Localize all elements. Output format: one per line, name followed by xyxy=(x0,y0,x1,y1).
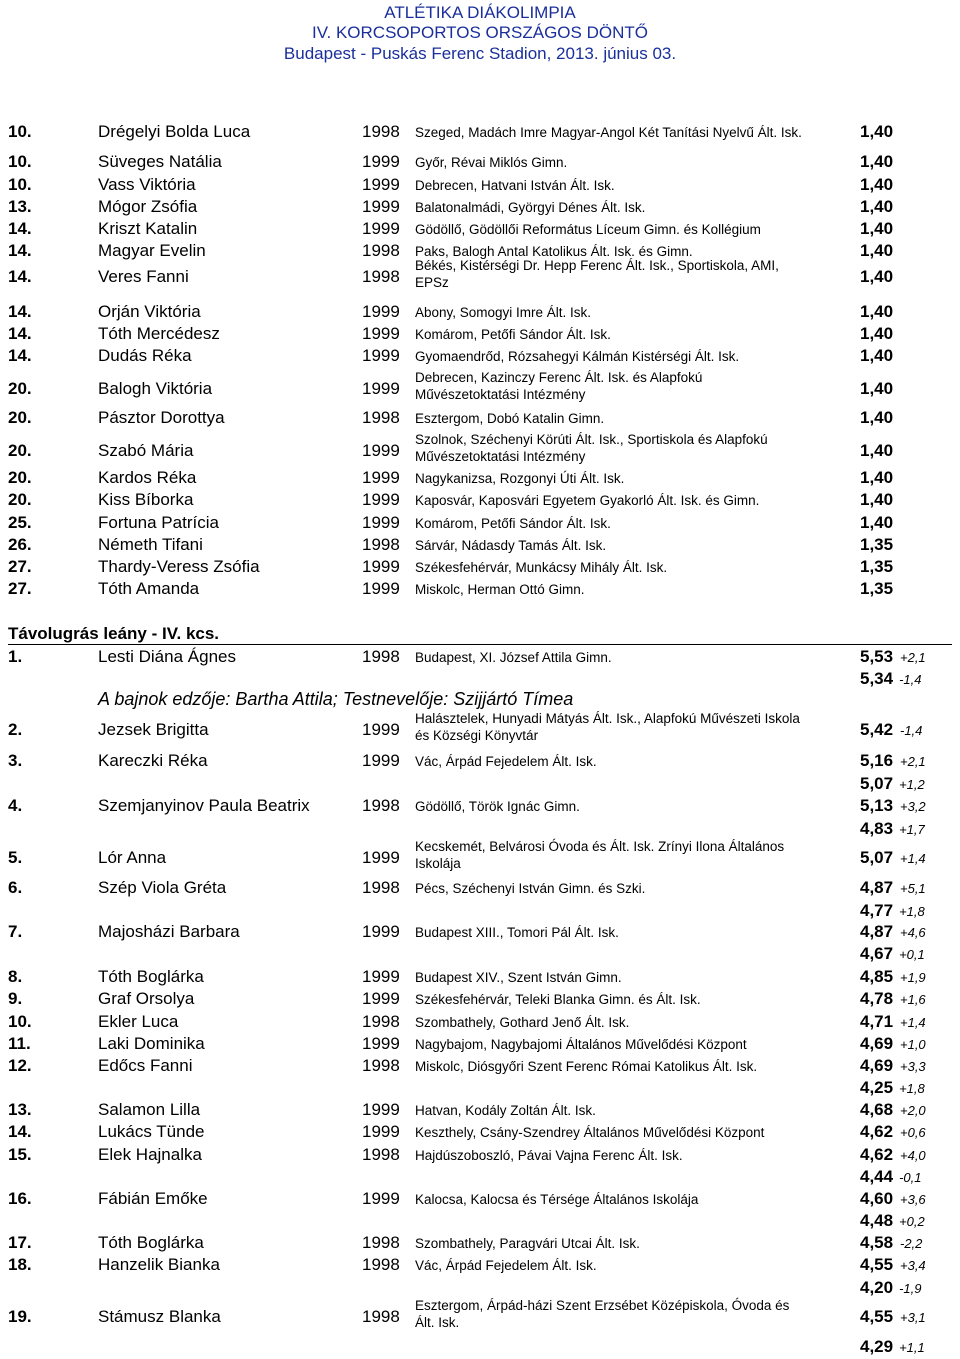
school-cell: Budapest XIV., Szent István Gimn. xyxy=(415,970,622,985)
extra-wind: +1,8 xyxy=(899,904,925,919)
name-cell: Dudás Réka xyxy=(98,346,192,365)
rank-cell: 26. xyxy=(8,535,32,554)
result-row xyxy=(0,1056,960,1078)
wind-cell: -2,2 xyxy=(900,1236,923,1251)
result-row xyxy=(0,878,960,900)
extra-attempt xyxy=(860,1337,925,1357)
result-cell: 4,60 xyxy=(860,1189,894,1208)
school-cell: Békés, Kistérségi Dr. Hepp Ferenc Ált. Isk., Sportiskola, AMI, EPSz xyxy=(415,258,779,290)
rank-cell: 16. xyxy=(8,1189,32,1208)
result-row xyxy=(0,796,960,818)
extra-attempt xyxy=(860,1278,922,1298)
school-cell: Vác, Árpád Fejedelem Ált. Isk. xyxy=(415,754,597,769)
result-cell: 4,69 xyxy=(860,1056,894,1075)
wind-cell: +3,1 xyxy=(900,1310,926,1325)
result-row xyxy=(0,197,960,219)
rank-cell: 2. xyxy=(8,720,23,739)
school-cell: Nagykanizsa, Rozgonyi Úti Ált. Isk. xyxy=(415,471,625,486)
school-cell: Hatvan, Kodály Zoltán Ált. Isk. xyxy=(415,1103,596,1118)
year-cell: 1998 xyxy=(362,647,400,666)
result-cell: 1,35 xyxy=(860,535,894,554)
school-cell: Szolnok, Széchenyi Körúti Ált. Isk., Sportiskola és Alapfokú Művészetoktatási Intézmény xyxy=(415,432,768,464)
result-row xyxy=(0,408,960,430)
result-cell: 4,62 xyxy=(860,1145,894,1164)
school-cell: Szeged, Madách Imre Magyar-Angol Két Tanítási Nyelvű Ált. Isk. xyxy=(415,125,802,140)
extra-attempt xyxy=(860,669,922,689)
year-cell: 1999 xyxy=(362,197,400,216)
result-row xyxy=(0,1189,960,1211)
name-cell: Vass Viktória xyxy=(98,175,196,194)
rank-cell: 6. xyxy=(8,878,23,897)
result-cell: 5,42 xyxy=(860,720,894,739)
name-cell: Ekler Luca xyxy=(98,1012,179,1031)
result-row xyxy=(0,1012,960,1034)
result-cell: 1,40 xyxy=(860,219,894,238)
year-cell: 1999 xyxy=(362,848,400,867)
rank-cell: 19. xyxy=(8,1307,32,1326)
result-cell: 4,87 xyxy=(860,878,894,897)
result-cell: 1,40 xyxy=(860,324,894,343)
year-cell: 1999 xyxy=(362,1122,400,1141)
school-cell: Debrecen, Kazinczy Ferenc Ált. Isk. és Alapfokú Művészetoktatási Intézmény xyxy=(415,370,703,402)
result-row xyxy=(0,1122,960,1144)
extra-result: 5,07 xyxy=(860,774,894,793)
year-cell: 1998 xyxy=(362,796,400,815)
result-row xyxy=(0,432,960,464)
school-cell: Esztergom, Dobó Katalin Gimn. xyxy=(415,411,605,426)
rank-cell: 14. xyxy=(8,302,32,321)
name-cell: Orján Viktória xyxy=(98,302,201,321)
name-cell: Tóth Boglárka xyxy=(98,1233,204,1252)
school-cell: Kecskemét, Belvárosi Óvoda és Ált. Isk. Zrínyi Ilona Általános Iskolája xyxy=(415,839,785,871)
result-cell: 4,55 xyxy=(860,1255,894,1274)
year-cell: 1999 xyxy=(362,1100,400,1119)
name-cell: Magyar Evelin xyxy=(98,241,206,260)
year-cell: 1999 xyxy=(362,922,400,941)
name-cell: Jezsek Brigitta xyxy=(98,720,209,739)
extra-result: 4,48 xyxy=(860,1211,894,1230)
result-cell: 4,69 xyxy=(860,1034,894,1053)
year-cell: 1999 xyxy=(362,346,400,365)
name-cell: Veres Fanni xyxy=(98,267,189,286)
coach-note: A bajnok edzője: Bartha Attila; Testnevelője: Szijjártó Tímea xyxy=(98,689,574,709)
school-cell: Kaposvár, Kaposvári Egyetem Gyakorló Ált. Isk. és Gimn. xyxy=(415,493,760,508)
rank-cell: 27. xyxy=(8,579,32,598)
name-cell: Tóth Mercédesz xyxy=(98,324,220,343)
school-cell: Halásztelek, Hunyadi Mátyás Ált. Isk., Alapfokú Művészeti Iskola és Községi Könyvtár xyxy=(415,711,800,743)
result-row xyxy=(0,468,960,490)
school-cell: Nagybajom, Nagybajomi Általános Művelődési Központ xyxy=(415,1037,747,1052)
result-cell: 1,40 xyxy=(860,267,894,286)
year-cell: 1998 xyxy=(362,1145,400,1164)
result-row xyxy=(0,989,960,1011)
wind-cell: +1,9 xyxy=(900,970,926,985)
school-cell: Esztergom, Árpád-házi Szent Erzsébet Középiskola, Óvoda és Ált. Isk. xyxy=(415,1298,790,1330)
school-cell: Szombathely, Paragvári Utcai Ált. Isk. xyxy=(415,1236,640,1251)
school-cell: Debrecen, Hatvani István Ált. Isk. xyxy=(415,178,615,193)
result-row xyxy=(0,557,960,579)
extra-result: 4,25 xyxy=(860,1078,894,1097)
result-row xyxy=(0,967,960,989)
result-cell: 4,71 xyxy=(860,1012,894,1031)
rank-cell: 14. xyxy=(8,241,32,260)
wind-cell: +4,6 xyxy=(900,925,926,940)
result-cell: 1,40 xyxy=(860,408,894,427)
school-cell: Miskolc, Herman Ottó Gimn. xyxy=(415,582,585,597)
name-cell: Hanzelik Bianka xyxy=(98,1255,220,1274)
result-row xyxy=(0,346,960,368)
extra-attempt xyxy=(860,774,925,794)
result-cell: 4,87 xyxy=(860,922,894,941)
result-row xyxy=(0,175,960,197)
year-cell: 1998 xyxy=(362,1307,400,1326)
extra-result: 4,83 xyxy=(860,819,894,838)
rank-cell: 9. xyxy=(8,989,23,1008)
name-cell: Graf Orsolya xyxy=(98,989,195,1008)
result-row xyxy=(0,302,960,324)
result-cell: 5,53 xyxy=(860,647,894,666)
rank-cell: 14. xyxy=(8,1122,32,1141)
year-cell: 1999 xyxy=(362,751,400,770)
name-cell: Majosházi Barbara xyxy=(98,922,240,941)
name-cell: Edőcs Fanni xyxy=(98,1056,193,1075)
rank-cell: 11. xyxy=(8,1034,31,1053)
extra-wind: -0,1 xyxy=(899,1170,922,1185)
name-cell: Fábián Emőke xyxy=(98,1189,208,1208)
result-cell: 4,62 xyxy=(860,1122,894,1141)
result-row xyxy=(0,579,960,601)
result-cell: 1,40 xyxy=(860,197,894,216)
year-cell: 1999 xyxy=(362,720,400,739)
school-cell: Komárom, Petőfi Sándor Ált. Isk. xyxy=(415,327,611,342)
rank-cell: 1. xyxy=(8,647,23,666)
year-cell: 1999 xyxy=(362,441,400,460)
wind-cell: +0,6 xyxy=(900,1125,926,1140)
result-row xyxy=(0,1233,960,1255)
result-row xyxy=(0,922,960,944)
wind-cell: +5,1 xyxy=(900,881,926,896)
year-cell: 1998 xyxy=(362,878,400,897)
rank-cell: 15. xyxy=(8,1145,32,1164)
school-cell: Győr, Révai Miklós Gimn. xyxy=(415,155,568,170)
school-cell: Komárom, Petőfi Sándor Ált. Isk. xyxy=(415,516,611,531)
school-cell: Székesfehérvár, Munkácsy Mihály Ált. Isk. xyxy=(415,560,668,575)
result-cell: 1,35 xyxy=(860,579,894,598)
school-cell: Keszthely, Csány-Szendrey Általános Művelődési Központ xyxy=(415,1125,765,1140)
result-row xyxy=(0,258,960,290)
extra-wind: -1,9 xyxy=(899,1281,922,1296)
extra-attempt xyxy=(860,1211,925,1231)
year-cell: 1999 xyxy=(362,324,400,343)
name-cell: Drégelyi Bolda Luca xyxy=(98,122,251,141)
extra-attempt xyxy=(860,1078,925,1098)
name-cell: Salamon Lilla xyxy=(98,1100,201,1119)
wind-cell: +3,6 xyxy=(900,1192,926,1207)
year-cell: 1998 xyxy=(362,1255,400,1274)
result-cell: 1,40 xyxy=(860,490,894,509)
extra-result: 4,44 xyxy=(860,1167,894,1186)
school-cell: Budapest XIII., Tomori Pál Ált. Isk. xyxy=(415,925,619,940)
result-row xyxy=(0,152,960,174)
year-cell: 1999 xyxy=(362,557,400,576)
year-cell: 1998 xyxy=(362,122,400,141)
wind-cell: +1,4 xyxy=(900,1015,926,1030)
rank-cell: 8. xyxy=(8,967,23,986)
year-cell: 1999 xyxy=(362,1034,400,1053)
extra-attempt xyxy=(860,901,925,921)
name-cell: Balogh Viktória xyxy=(98,379,213,398)
name-cell: Kiss Bíborka xyxy=(98,490,194,509)
name-cell: Laki Dominika xyxy=(98,1034,205,1053)
year-cell: 1999 xyxy=(362,513,400,532)
name-cell: Lesti Diána Ágnes xyxy=(98,647,236,666)
school-cell: Balatonalmádi, Györgyi Dénes Ált. Isk. xyxy=(415,200,646,215)
school-cell: Hajdúszoboszló, Pávai Vajna Ferenc Ált. Isk. xyxy=(415,1148,683,1163)
rank-cell: 4. xyxy=(8,796,23,815)
wind-cell: +2,0 xyxy=(900,1103,926,1118)
wind-cell: +1,4 xyxy=(900,851,926,866)
rank-cell: 10. xyxy=(8,1012,32,1031)
extra-attempt xyxy=(860,819,925,839)
result-row xyxy=(0,324,960,346)
extra-wind: +1,8 xyxy=(899,1081,925,1096)
result-row xyxy=(0,1034,960,1056)
result-cell: 5,13 xyxy=(860,796,894,815)
school-cell: Székesfehérvár, Teleki Blanka Gimn. és Ált. Isk. xyxy=(415,992,701,1007)
rank-cell: 14. xyxy=(8,346,32,365)
rank-cell: 20. xyxy=(8,468,32,487)
year-cell: 1999 xyxy=(362,175,400,194)
rank-cell: 18. xyxy=(8,1255,32,1274)
extra-wind: +1,7 xyxy=(899,822,925,837)
result-cell: 4,68 xyxy=(860,1100,894,1119)
result-row xyxy=(0,647,960,669)
extra-wind: +0,1 xyxy=(899,947,925,962)
school-cell: Vác, Árpád Fejedelem Ált. Isk. xyxy=(415,1258,597,1273)
result-cell: 1,40 xyxy=(860,122,894,141)
name-cell: Stámusz Blanka xyxy=(98,1307,221,1326)
extra-wind: +0,2 xyxy=(899,1214,925,1229)
result-cell: 5,07 xyxy=(860,848,894,867)
rank-cell: 20. xyxy=(8,490,32,509)
year-cell: 1998 xyxy=(362,267,400,286)
school-cell: Paks, Balogh Antal Katolikus Ált. Isk. és Gimn. xyxy=(415,244,693,259)
result-cell: 1,40 xyxy=(860,513,894,532)
result-cell: 1,40 xyxy=(860,379,894,398)
section-title: Távolugrás leány - IV. kcs. xyxy=(8,624,220,643)
header-line-1: ATLÉTIKA DIÁKOLIMPIA xyxy=(384,3,576,22)
school-cell: Abony, Somogyi Imre Ált. Isk. xyxy=(415,305,592,320)
extra-attempt xyxy=(860,1167,922,1187)
year-cell: 1999 xyxy=(362,302,400,321)
result-cell: 1,40 xyxy=(860,175,894,194)
year-cell: 1999 xyxy=(362,1189,400,1208)
year-cell: 1998 xyxy=(362,1233,400,1252)
result-row xyxy=(0,513,960,535)
header-line-2: IV. KORCSOPORTOS ORSZÁGOS DÖNTŐ xyxy=(312,23,648,42)
name-cell: Szép Viola Gréta xyxy=(98,878,227,897)
result-row xyxy=(0,490,960,512)
school-cell: Gödöllő, Török Ignác Gimn. xyxy=(415,799,580,814)
rank-cell: 20. xyxy=(8,379,32,398)
rank-cell: 17. xyxy=(8,1233,32,1252)
extra-attempt xyxy=(860,944,925,964)
result-cell: 4,55 xyxy=(860,1307,894,1326)
rank-cell: 14. xyxy=(8,324,32,343)
result-row xyxy=(0,751,960,773)
year-cell: 1998 xyxy=(362,1012,400,1031)
wind-cell: +1,6 xyxy=(900,992,926,1007)
extra-wind: +1,1 xyxy=(899,1340,925,1355)
result-row xyxy=(0,839,960,871)
year-cell: 1998 xyxy=(362,241,400,260)
school-cell: Gyomaendrőd, Rózsahegyi Kálmán Kistérségi Ált. Isk. xyxy=(415,349,740,364)
year-cell: 1998 xyxy=(362,1056,400,1075)
rank-cell: 14. xyxy=(8,219,32,238)
result-row xyxy=(0,1145,960,1167)
result-cell: 4,85 xyxy=(860,967,894,986)
extra-wind: +1,2 xyxy=(899,777,925,792)
name-cell: Elek Hajnalka xyxy=(98,1145,202,1164)
name-cell: Tóth Boglárka xyxy=(98,967,204,986)
extra-result: 4,67 xyxy=(860,944,894,963)
result-cell: 5,16 xyxy=(860,751,894,770)
rank-cell: 27. xyxy=(8,557,32,576)
result-cell: 4,78 xyxy=(860,989,894,1008)
year-cell: 1999 xyxy=(362,490,400,509)
year-cell: 1998 xyxy=(362,535,400,554)
wind-cell: +4,0 xyxy=(900,1148,926,1163)
extra-wind: -1,4 xyxy=(899,672,922,687)
header-line-3: Budapest - Puskás Ferenc Stadion, 2013. június 03. xyxy=(283,44,677,63)
name-cell: Tóth Amanda xyxy=(98,579,200,598)
result-cell: 1,35 xyxy=(860,557,894,576)
extra-result: 4,20 xyxy=(860,1278,894,1297)
result-row xyxy=(0,711,960,743)
rank-cell: 3. xyxy=(8,751,23,770)
name-cell: Kriszt Katalin xyxy=(98,219,198,238)
result-row xyxy=(0,1298,960,1330)
year-cell: 1999 xyxy=(362,989,400,1008)
school-cell: Pécs, Széchenyi István Gimn. és Szki. xyxy=(415,881,646,896)
name-cell: Mógor Zsófia xyxy=(98,197,198,216)
rank-cell: 20. xyxy=(8,441,32,460)
result-cell: 1,40 xyxy=(860,152,894,171)
name-cell: Fortuna Patrícia xyxy=(98,513,219,532)
result-cell: 1,40 xyxy=(860,241,894,260)
name-cell: Lukács Tünde xyxy=(98,1122,205,1141)
extra-result: 5,34 xyxy=(860,669,894,688)
school-cell: Gödöllő, Gödöllői Református Líceum Gimn. és Kollégium xyxy=(415,222,761,237)
wind-cell: +3,2 xyxy=(900,799,926,814)
section-divider xyxy=(8,644,952,645)
wind-cell: +3,3 xyxy=(900,1059,926,1074)
school-cell: Szombathely, Gothard Jenő Ált. Isk. xyxy=(415,1015,630,1030)
rank-cell: 10. xyxy=(8,122,32,141)
year-cell: 1999 xyxy=(362,152,400,171)
extra-result: 4,77 xyxy=(860,901,894,920)
result-row xyxy=(0,370,960,402)
year-cell: 1999 xyxy=(362,579,400,598)
result-row xyxy=(0,1100,960,1122)
year-cell: 1999 xyxy=(362,967,400,986)
result-row xyxy=(0,1255,960,1277)
rank-cell: 13. xyxy=(8,1100,32,1119)
rank-cell: 10. xyxy=(8,175,32,194)
name-cell: Pásztor Dorottya xyxy=(98,408,225,427)
year-cell: 1999 xyxy=(362,379,400,398)
wind-cell: +2,1 xyxy=(900,650,926,665)
year-cell: 1999 xyxy=(362,219,400,238)
result-cell: 1,40 xyxy=(860,346,894,365)
result-row xyxy=(0,122,960,144)
rank-cell: 14. xyxy=(8,267,32,286)
name-cell: Szabó Mária xyxy=(98,441,194,460)
result-row xyxy=(0,219,960,241)
result-cell: 4,58 xyxy=(860,1233,894,1252)
rank-cell: 13. xyxy=(8,197,32,216)
name-cell: Lór Anna xyxy=(98,848,167,867)
rank-cell: 25. xyxy=(8,513,32,532)
result-cell: 1,40 xyxy=(860,302,894,321)
school-cell: Kalocsa, Kalocsa és Térsége Általános Iskolája xyxy=(415,1192,699,1207)
year-cell: 1998 xyxy=(362,408,400,427)
name-cell: Süveges Natália xyxy=(98,152,222,171)
name-cell: Németh Tifani xyxy=(98,535,203,554)
result-row xyxy=(0,535,960,557)
rank-cell: 10. xyxy=(8,152,32,171)
extra-result: 4,29 xyxy=(860,1337,894,1356)
wind-cell: +3,4 xyxy=(900,1258,926,1273)
rank-cell: 20. xyxy=(8,408,32,427)
name-cell: Kardos Réka xyxy=(98,468,197,487)
name-cell: Szemjanyinov Paula Beatrix xyxy=(98,796,310,815)
result-cell: 1,40 xyxy=(860,441,894,460)
rank-cell: 7. xyxy=(8,922,23,941)
name-cell: Thardy-Veress Zsófia xyxy=(98,557,260,576)
school-cell: Budapest, XI. József Attila Gimn. xyxy=(415,650,612,665)
wind-cell: +1,0 xyxy=(900,1037,926,1052)
wind-cell: -1,4 xyxy=(900,723,923,738)
school-cell: Miskolc, Diósgyőri Szent Ferenc Római Katolikus Ált. Isk. xyxy=(415,1059,758,1074)
wind-cell: +2,1 xyxy=(900,754,926,769)
rank-cell: 5. xyxy=(8,848,23,867)
result-cell: 1,40 xyxy=(860,468,894,487)
year-cell: 1999 xyxy=(362,468,400,487)
rank-cell: 12. xyxy=(8,1056,32,1075)
name-cell: Kareczki Réka xyxy=(98,751,208,770)
school-cell: Sárvár, Nádasdy Tamás Ált. Isk. xyxy=(415,538,607,553)
